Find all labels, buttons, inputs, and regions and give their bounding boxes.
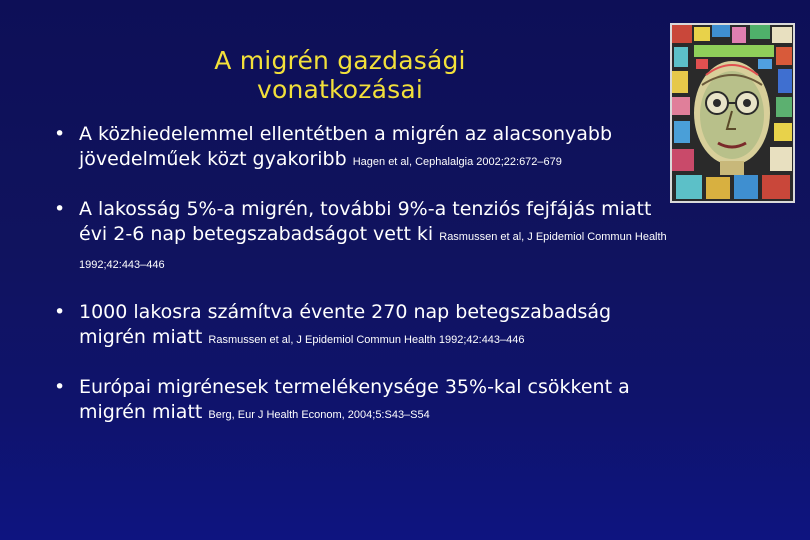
bullet-dot: • — [54, 301, 66, 323]
bullet-citation: Berg, Eur J Health Econom, 2004;5:S43–S54 — [208, 409, 430, 421]
bullet-item — [52, 122, 672, 175]
bullet-item — [52, 300, 672, 353]
bullet-dot: • — [54, 376, 66, 398]
bullet-item — [52, 197, 672, 278]
bullet-text: A közhiedelemmel ellentétben a migrén az alacsonyabb jövedelműek közt gyakoribb — [79, 123, 613, 170]
bullet-citation: Hagen et al, Cephalalgia 2002;22:672–679 — [352, 156, 562, 168]
bullet-dot: • — [54, 123, 66, 145]
bullet-item — [52, 375, 672, 428]
migraine-face-painting-icon — [670, 23, 795, 203]
slide-title: A migrén gazdasági vonatkozásai — [214, 46, 466, 104]
bullet-text: A lakosság 5%-a migrén, további 9%-a tenziós fejfájás miatt évi 2-6 nap betegszabadságot vett ki — [79, 198, 652, 245]
bullet-citation: Rasmussen et al, J Epidemiol Commun Health 1992;42:443–446 — [208, 334, 525, 346]
bullet-citation: Rasmussen et al, J Epidemiol Commun Health 1992;42:443–446 — [79, 231, 667, 271]
bullet-list — [52, 122, 672, 450]
bullet-text: Európai migrénesek termelékenysége 35%-kal csökkent a migrén miatt — [79, 376, 630, 423]
bullet-dot: • — [54, 198, 66, 220]
bullet-text: 1000 lakosra számítva évente 270 nap betegszabadság migrén miatt — [79, 301, 612, 348]
